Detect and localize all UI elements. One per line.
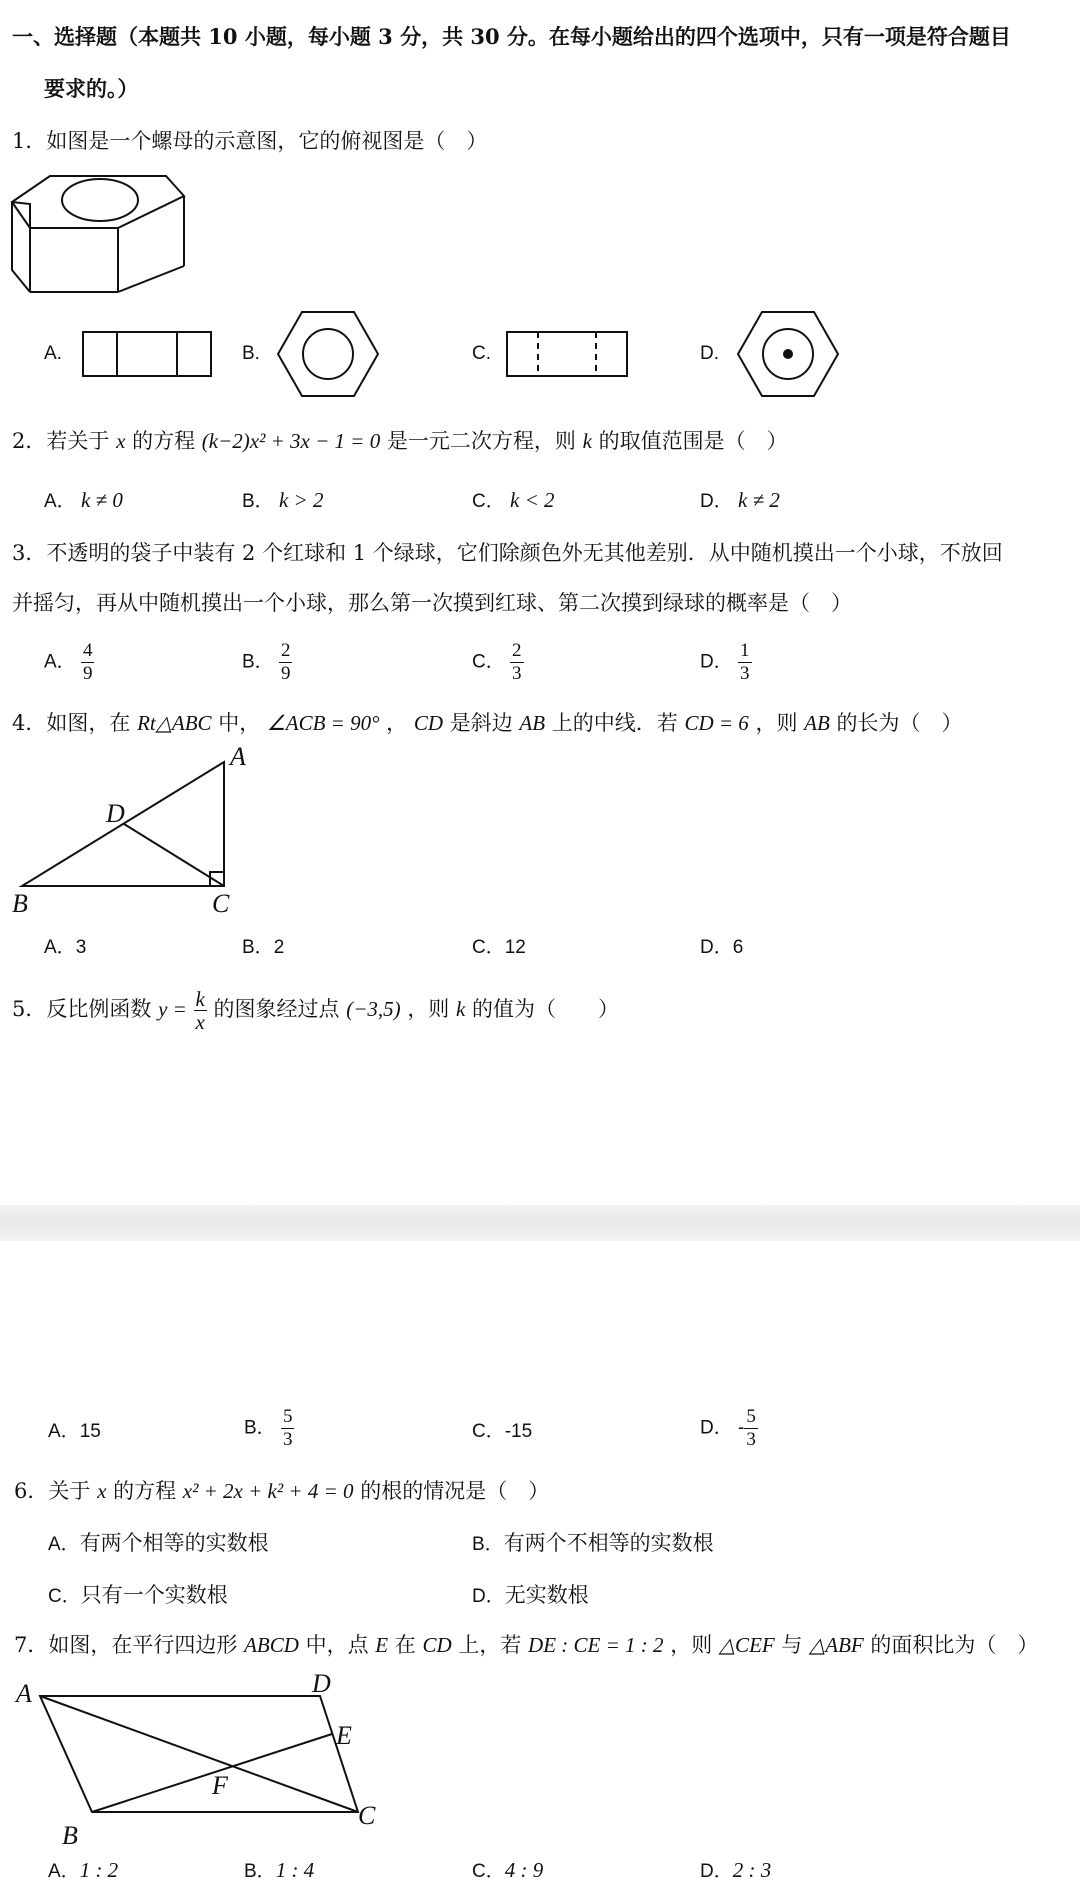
q1-option-d[interactable]: D. — [700, 343, 719, 364]
q6-option-d[interactable]: D．无实数根 — [472, 1583, 589, 1607]
q4-option-a[interactable]: A．3 — [44, 937, 87, 958]
q6-stem: 6．关于 x 的方程 x² + 2x + k² + 4 = 0 的根的情况是（ ） — [14, 1479, 550, 1503]
q5-option-a[interactable]: A．15 — [48, 1421, 101, 1442]
q3-stem-cont: 并摇匀，再从中随机摸出一个小球，那么第一次摸到红球、第二次摸到绿球的概率是（ ） — [12, 591, 852, 615]
q5-option-b[interactable]: B． $\frac{5}{3}$ — [244, 1406, 293, 1450]
q4-option-d[interactable]: D．6 — [700, 937, 744, 958]
q7-option-a[interactable]: A．1 : 2 — [48, 1858, 119, 1882]
q7-label-e: E — [336, 1721, 352, 1750]
q1-nut-figure — [0, 0, 1080, 320]
section-heading: 一、选择题（本题共 10 小题，每小题 3 分，共 30 分。在每小题给出的四个选项中，只有一项是符合题目 — [12, 24, 1011, 49]
q2-option-c[interactable]: C． k < 2 — [472, 488, 555, 512]
q7-option-d[interactable]: D．2 : 3 — [700, 1858, 772, 1882]
q4-label-a: A — [230, 742, 246, 771]
q2-option-d[interactable]: D． k ≠ 2 — [700, 488, 780, 512]
q3-option-c[interactable]: C． $\frac{2}{3}$ — [472, 640, 522, 684]
q2-stem: 2．若关于 x 的方程 (k−2)x² + 3x − 1 = 0 是一元二次方程，则 k 的取值范围是（ ） — [12, 429, 788, 453]
q7-label-a: A — [16, 1679, 32, 1708]
q7-label-d: D — [312, 1669, 331, 1698]
q4-label-d: D — [106, 799, 125, 828]
q3-option-a[interactable]: A． $\frac{4}{9}$ — [44, 640, 93, 684]
q6-option-c[interactable]: C．只有一个实数根 — [48, 1583, 228, 1607]
q1-stem: 1．如图是一个螺母的示意图，它的俯视图是（ ） — [12, 129, 488, 153]
page-break — [0, 1205, 1080, 1241]
q4-option-c[interactable]: C．12 — [472, 937, 526, 958]
q2-option-b[interactable]: B． k > 2 — [242, 488, 324, 512]
q1-option-d-figure — [736, 310, 840, 398]
q1-option-a[interactable]: A. — [44, 343, 62, 364]
q4-triangle-figure — [0, 740, 280, 920]
q4-option-b[interactable]: B．2 — [242, 937, 285, 958]
q7-stem: 7．如图，在平行四边形 ABCD 中，点 E 在 CD 上，若 DE : CE = 1 : 2 ，则 △CEF 与 △ABF 的面积比为（ ） — [14, 1633, 1039, 1657]
q6-option-b[interactable]: B．有两个不相等的实数根 — [472, 1531, 714, 1555]
q1-option-c[interactable]: C. — [472, 343, 491, 364]
q7-label-f: F — [212, 1771, 228, 1800]
q7-label-c: C — [358, 1801, 376, 1830]
q3-stem: 3．不透明的袋子中装有 2 个红球和 1 个绿球，它们除颜色外无其他差别．从中随机摸出一个小球，不放回 — [12, 541, 1003, 565]
q5-stem: 5．反比例函数 y = $\frac{k}{x}$ 的图象经过点 (−3,5) ，则 k 的值为（ ） — [12, 987, 620, 1034]
q7-option-c[interactable]: C．4 : 9 — [472, 1858, 544, 1882]
q1-option-c-figure — [506, 330, 628, 380]
q5-option-c[interactable]: C．-15 — [472, 1421, 533, 1442]
q6-option-a[interactable]: A．有两个相等的实数根 — [48, 1531, 269, 1555]
q7-parallelogram-figure — [0, 1670, 420, 1870]
q7-option-b[interactable]: B．1 : 4 — [244, 1858, 315, 1882]
q1-option-b[interactable]: B. — [242, 343, 260, 364]
q4-label-b: B — [12, 889, 28, 918]
q4-stem: 4．如图，在 Rt△ABC 中， ∠ACB = 90° ， CD 是斜边 AB 上的中线．若 CD = 6 ，则 AB 的长为（ ） — [12, 711, 963, 735]
q1-option-a-figure — [82, 330, 212, 380]
q4-label-c: C — [212, 889, 230, 918]
q2-option-a[interactable]: A． k ≠ 0 — [44, 488, 123, 512]
q3-option-d[interactable]: D． $\frac{1}{3}$ — [700, 640, 750, 684]
q7-label-b: B — [62, 1821, 78, 1850]
section-heading-cont: 要求的。） — [44, 76, 139, 101]
q3-option-b[interactable]: B． $\frac{2}{9}$ — [242, 640, 291, 684]
q5-option-d[interactable]: D． - $\frac{5}{3}$ — [700, 1406, 756, 1450]
q1-option-b-figure — [276, 310, 380, 398]
